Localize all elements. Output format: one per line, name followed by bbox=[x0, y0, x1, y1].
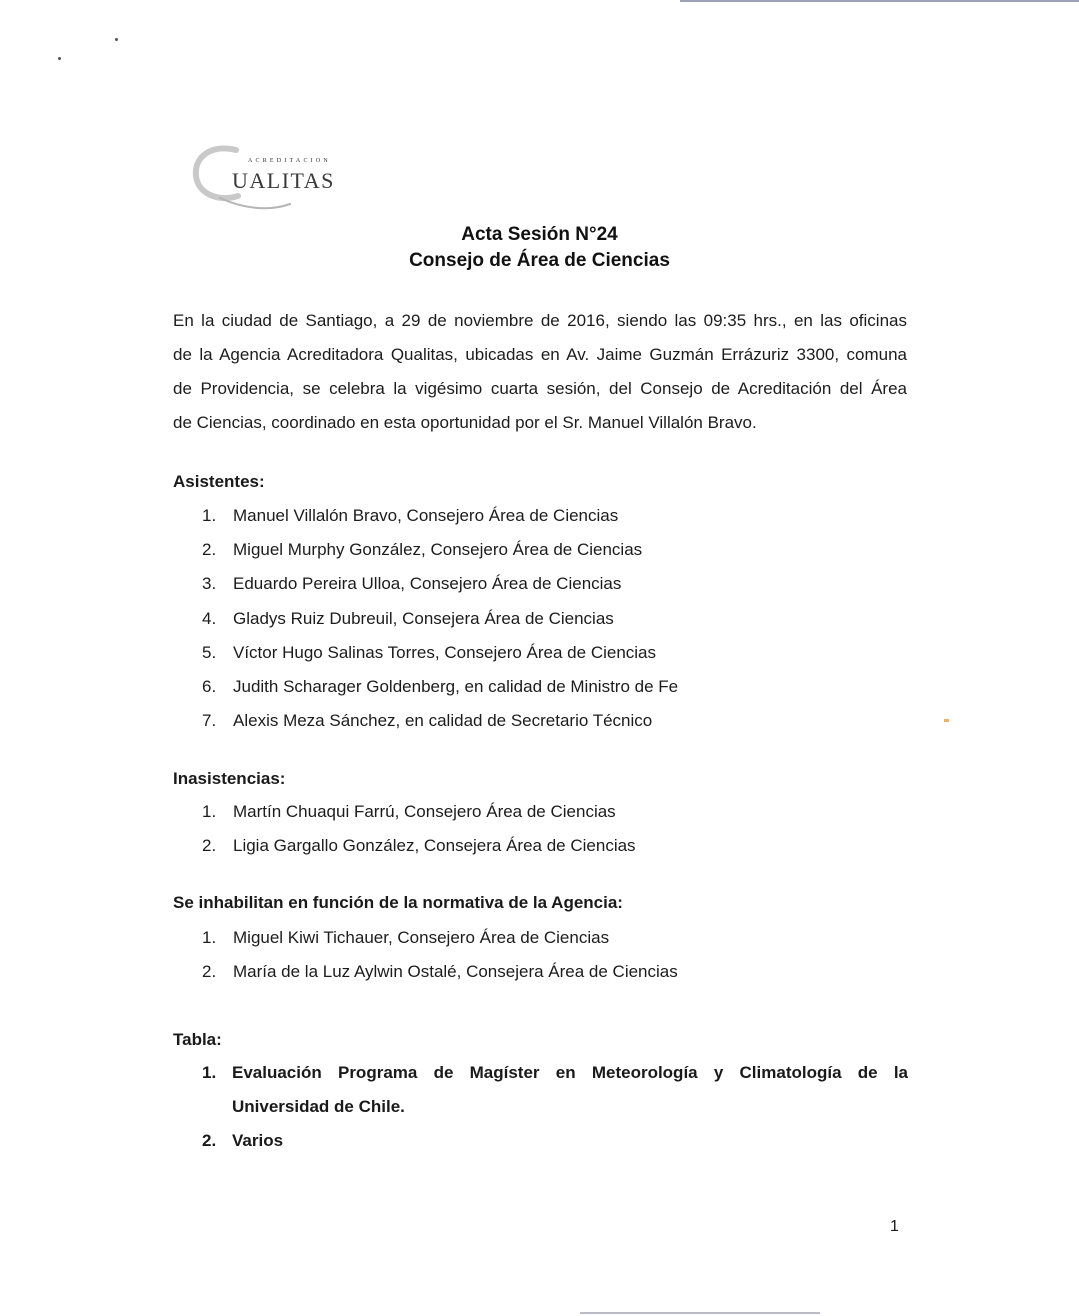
item-text: Manuel Villalón Bravo, Consejero Área de Ciencias bbox=[233, 506, 619, 525]
page-number: 1 bbox=[890, 1218, 899, 1235]
qualitas-logo bbox=[190, 142, 360, 214]
item-number: 2. bbox=[202, 836, 217, 856]
asistentes-list bbox=[196, 505, 678, 744]
scan-edge-top bbox=[680, 0, 1079, 2]
intro-line: de la Agencia Acreditadora Qualitas, ubicadas en Av. Jaime Guzmán Errázuriz 3300, comuna bbox=[173, 345, 907, 364]
list-item bbox=[196, 539, 678, 573]
intro-line: de Providencia, se celebra la vigésimo cuarta sesión, del Consejo de Acreditación del Área bbox=[173, 379, 907, 398]
document-title: Acta Sesión N°24 bbox=[461, 224, 618, 245]
item-number: 2. bbox=[202, 1131, 217, 1150]
item-number: 1. bbox=[202, 928, 217, 947]
item-text: Miguel Kiwi Tichauer, Consejero Área de Ciencias bbox=[233, 928, 610, 947]
list-item bbox=[196, 608, 678, 642]
scan-edge-bottom bbox=[580, 1312, 820, 1314]
item-number: 1. bbox=[202, 802, 217, 821]
item-text: Gladys Ruiz Dubreuil, Consejera Área de Ciencias bbox=[233, 608, 614, 628]
item-text: Víctor Hugo Salinas Torres, Consejero Área de Ciencias bbox=[233, 642, 657, 662]
list-item bbox=[196, 835, 636, 869]
scan-speck bbox=[58, 57, 61, 60]
agenda-item bbox=[196, 1124, 908, 1158]
logo-small-text: ACREDITACION bbox=[248, 158, 331, 164]
intro-line: En la ciudad de Santiago, a 29 de noviembre de 2016, siendo las 09:35 hrs., en las oficinas bbox=[173, 311, 907, 330]
inasistencias-list bbox=[196, 801, 636, 869]
asistentes-heading: Asistentes: bbox=[173, 472, 265, 491]
item-text-line: Varios bbox=[232, 1131, 284, 1150]
agenda-item bbox=[196, 1056, 908, 1124]
item-text: Martín Chuaqui Farrú, Consejero Área de Ciencias bbox=[233, 802, 616, 821]
item-text-line: Evaluación Programa de Magíster en Meteorología y Climatología de la bbox=[232, 1063, 908, 1082]
item-text: Judith Scharager Goldenberg, en calidad de Ministro de Fe bbox=[233, 676, 679, 696]
item-number: 4. bbox=[202, 608, 217, 628]
scan-speck bbox=[944, 719, 949, 722]
intro-paragraph bbox=[173, 304, 907, 440]
inasistencias-heading: Inasistencias: bbox=[173, 769, 286, 788]
item-text: Alexis Meza Sánchez, en calidad de Secretario Técnico bbox=[233, 711, 653, 731]
intro-line: de Ciencias, coordinado en esta oportunidad por el Sr. Manuel Villalón Bravo. bbox=[173, 413, 757, 432]
item-number: 3. bbox=[202, 574, 217, 594]
logo-graphic bbox=[190, 142, 360, 214]
list-item bbox=[196, 927, 678, 961]
list-item bbox=[196, 801, 636, 835]
item-text: Eduardo Pereira Ulloa, Consejero Área de Ciencias bbox=[233, 574, 622, 594]
logo-name: UALITAS bbox=[232, 168, 335, 193]
item-number: 2. bbox=[202, 540, 217, 560]
item-text bbox=[232, 1124, 908, 1158]
item-number: 1. bbox=[202, 506, 217, 525]
item-text bbox=[232, 1056, 908, 1124]
item-number: 1. bbox=[202, 1063, 217, 1082]
document-subtitle: Consejo de Área de Ciencias bbox=[409, 250, 670, 271]
inhabilitan-heading: Se inhabilitan en función de la normativa de la Agencia: bbox=[173, 893, 623, 912]
tabla-heading: Tabla: bbox=[173, 1030, 222, 1049]
item-text: María de la Luz Aylwin Ostalé, Consejera Área de Ciencias bbox=[233, 962, 678, 982]
list-item bbox=[196, 676, 678, 710]
item-text: Miguel Murphy González, Consejero Área de Ciencias bbox=[233, 540, 643, 560]
list-item bbox=[196, 505, 678, 539]
item-number: 2. bbox=[202, 962, 217, 982]
item-number: 5. bbox=[202, 642, 217, 662]
list-item bbox=[196, 642, 678, 676]
item-text: Ligia Gargallo González, Consejera Área de Ciencias bbox=[233, 836, 636, 856]
scan-speck bbox=[115, 38, 118, 41]
agenda-list bbox=[196, 1056, 908, 1158]
inhabilitan-list bbox=[196, 927, 678, 995]
list-item bbox=[196, 961, 678, 995]
item-text-line: Universidad de Chile. bbox=[232, 1097, 405, 1116]
list-item bbox=[196, 710, 678, 744]
item-number: 6. bbox=[202, 676, 217, 696]
item-number: 7. bbox=[202, 711, 217, 731]
list-item bbox=[196, 573, 678, 607]
